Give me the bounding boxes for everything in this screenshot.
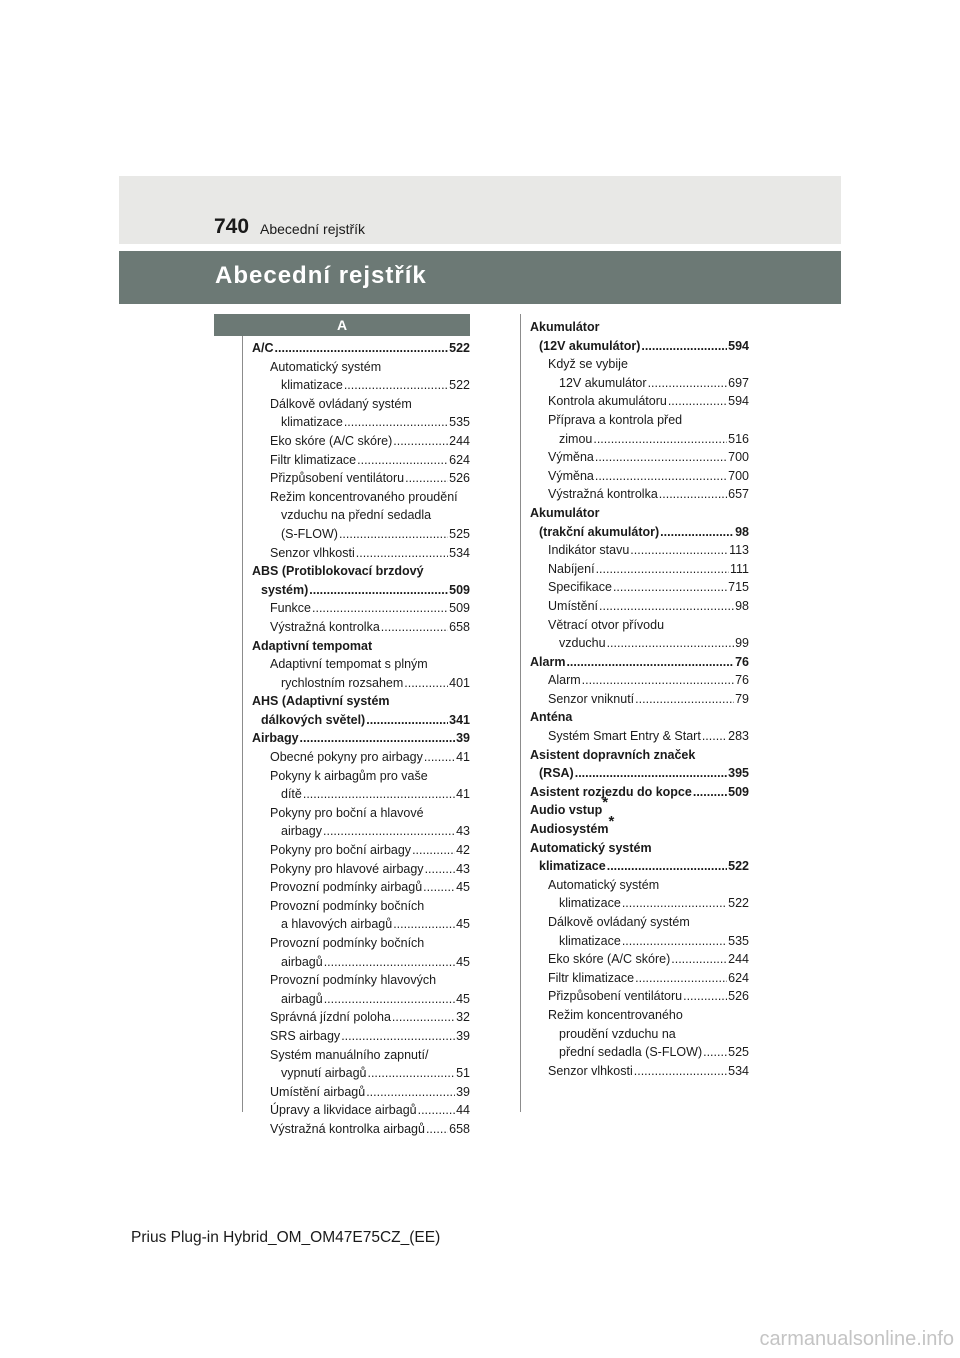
index-term: Provozní podmínky bočních bbox=[270, 936, 425, 950]
page-reference: 522 bbox=[728, 859, 749, 874]
dot-leader bbox=[607, 634, 735, 653]
left-divider bbox=[242, 314, 243, 1112]
index-entry bbox=[530, 355, 749, 392]
dot-leader bbox=[344, 413, 448, 432]
index-term: Výměna bbox=[548, 450, 594, 465]
page-reference: 45 bbox=[456, 991, 470, 1006]
index-term: zimou bbox=[559, 431, 593, 446]
index-entry bbox=[530, 690, 749, 709]
index-term: Pokyny pro boční a hlavové bbox=[270, 805, 424, 820]
index-term: klimatizace bbox=[559, 896, 621, 911]
dot-leader bbox=[300, 729, 456, 748]
index-term: Systém Smart Entry & Start bbox=[548, 729, 701, 744]
footer-manual-id: Prius Plug-in Hybrid_OM_OM47E75CZ_(EE) bbox=[131, 1229, 441, 1246]
dot-leader bbox=[613, 578, 727, 597]
index-term: airbagů bbox=[281, 954, 323, 969]
index-entry bbox=[252, 395, 470, 432]
index-term: ABS (Protiblokovací brzdový bbox=[252, 564, 424, 579]
index-entry bbox=[252, 841, 470, 860]
index-entry bbox=[252, 729, 470, 748]
dot-leader bbox=[356, 544, 448, 563]
dot-leader bbox=[622, 932, 727, 951]
index-term: Senzor vlhkosti bbox=[548, 1063, 633, 1078]
dot-leader bbox=[424, 748, 455, 767]
page-reference: 526 bbox=[728, 989, 749, 1004]
page-reference: 395 bbox=[728, 766, 749, 781]
dot-leader bbox=[357, 451, 448, 470]
page-reference: 700 bbox=[728, 450, 749, 465]
index-entry bbox=[252, 599, 470, 618]
dot-leader bbox=[703, 1043, 727, 1062]
index-entry bbox=[530, 1006, 749, 1062]
section-title: Abecední rejstřík bbox=[215, 262, 427, 289]
page-reference: 113 bbox=[729, 543, 749, 558]
index-term: Audiosystém bbox=[530, 822, 609, 837]
page-reference: 657 bbox=[728, 487, 749, 502]
index-term: Akumulátor bbox=[530, 320, 600, 334]
index-term: A/C bbox=[252, 341, 274, 355]
index-term: Výstražná kontrolka bbox=[270, 619, 380, 634]
page-reference: 526 bbox=[449, 471, 470, 486]
index-term: proudění vzduchu na bbox=[559, 1026, 676, 1041]
index-entry bbox=[530, 950, 749, 969]
page-reference: 522 bbox=[449, 378, 470, 393]
index-entry bbox=[530, 318, 749, 355]
index-term: Umístění airbagů bbox=[270, 1084, 366, 1099]
dot-leader bbox=[693, 783, 727, 802]
index-entry bbox=[252, 655, 470, 692]
page-reference: 525 bbox=[728, 1045, 749, 1060]
dot-leader bbox=[393, 915, 455, 934]
index-term: airbagů bbox=[281, 991, 323, 1006]
dot-leader bbox=[641, 337, 727, 356]
index-entry bbox=[252, 692, 470, 729]
index-entry bbox=[252, 637, 470, 656]
index-term: Úpravy a likvidace airbagů bbox=[270, 1103, 417, 1118]
index-term: Systém manuálního zapnutí/ bbox=[270, 1047, 429, 1062]
index-term: Senzor vlhkosti bbox=[270, 545, 355, 560]
page-reference: 244 bbox=[728, 952, 749, 967]
index-term: Adaptivní tempomat s plným bbox=[270, 657, 428, 672]
dot-leader bbox=[381, 618, 448, 637]
index-term: Provozní podmínky hlavových bbox=[270, 973, 437, 988]
index-term: vzduchu na přední sedadla bbox=[281, 508, 432, 523]
page-reference: 32 bbox=[456, 1010, 470, 1025]
index-entry bbox=[252, 432, 470, 451]
index-term: rychlostním rozsahem bbox=[281, 675, 404, 690]
dot-leader bbox=[275, 339, 449, 358]
dot-leader bbox=[582, 671, 734, 690]
index-entry bbox=[530, 794, 749, 820]
page-reference: 525 bbox=[449, 526, 470, 541]
index-entry bbox=[252, 971, 470, 1008]
page-reference: 41 bbox=[456, 787, 470, 802]
index-term: Režim koncentrovaného bbox=[548, 1007, 683, 1022]
index-term: Alarm bbox=[548, 673, 581, 688]
page-reference: 43 bbox=[456, 861, 470, 876]
index-term: Umístění bbox=[548, 598, 599, 613]
index-entry bbox=[530, 812, 749, 839]
dot-leader bbox=[635, 969, 727, 988]
index-term: (RSA) bbox=[539, 766, 574, 781]
page-reference: 45 bbox=[456, 880, 470, 895]
index-column-left bbox=[252, 339, 470, 1139]
index-term: Funkce bbox=[270, 601, 311, 616]
page-reference: 700 bbox=[728, 468, 749, 483]
index-entry bbox=[530, 913, 749, 950]
page-reference: 535 bbox=[449, 415, 470, 430]
index-entry bbox=[252, 1046, 470, 1083]
dot-leader bbox=[303, 785, 455, 804]
index-entry bbox=[252, 339, 470, 358]
index-term: Provozní podmínky airbagů bbox=[270, 880, 423, 895]
index-term: Eko skóre (A/C skóre) bbox=[548, 952, 671, 967]
index-term: Automatický systém bbox=[530, 840, 652, 855]
index-term: Dálkově ovládaný systém bbox=[270, 396, 412, 411]
page-reference: 535 bbox=[728, 933, 749, 948]
index-term: Senzor vniknutí bbox=[548, 691, 635, 706]
page-reference: 658 bbox=[449, 619, 470, 634]
page-reference: 509 bbox=[449, 582, 470, 597]
index-entry bbox=[530, 560, 749, 579]
index-term: Automatický systém bbox=[270, 359, 382, 374]
dot-leader bbox=[324, 990, 455, 1009]
dot-leader bbox=[309, 581, 448, 600]
index-entry bbox=[530, 746, 749, 783]
page-reference: 41 bbox=[456, 750, 470, 765]
dot-leader bbox=[312, 599, 448, 618]
dot-leader bbox=[702, 727, 727, 746]
index-entry bbox=[530, 727, 749, 746]
page-reference: 594 bbox=[728, 394, 749, 409]
index-term: klimatizace bbox=[281, 378, 343, 393]
index-term: a hlavových airbagů bbox=[281, 917, 393, 932]
index-term: (trakční akumulátor) bbox=[539, 524, 660, 539]
index-entry bbox=[252, 1101, 470, 1120]
page-reference: 111 bbox=[729, 561, 749, 576]
index-term: Kontrola akumulátoru bbox=[548, 394, 667, 409]
index-term: Výměna bbox=[548, 468, 594, 483]
dot-leader bbox=[659, 485, 727, 504]
page-reference: 534 bbox=[449, 545, 470, 560]
index-entry bbox=[530, 541, 749, 560]
page-reference: 98 bbox=[735, 598, 749, 613]
index-entry bbox=[530, 448, 749, 467]
index-term: Režim koncentrovaného proudění bbox=[270, 489, 458, 504]
dot-leader bbox=[648, 374, 728, 393]
index-entry bbox=[252, 748, 470, 767]
index-entry bbox=[252, 618, 470, 637]
index-term: Výstražná kontrolka bbox=[548, 487, 658, 502]
index-entry bbox=[252, 1120, 470, 1139]
index-term: 12V akumulátor bbox=[559, 375, 647, 390]
page-reference: 39 bbox=[456, 1028, 470, 1043]
dot-leader bbox=[622, 894, 727, 913]
dot-leader bbox=[607, 857, 727, 876]
page-reference: 76 bbox=[735, 673, 749, 688]
index-entry bbox=[530, 578, 749, 597]
center-divider bbox=[520, 314, 521, 1112]
index-term: Větrací otvor přívodu bbox=[548, 617, 665, 632]
page-reference: 522 bbox=[728, 896, 749, 911]
index-entry bbox=[530, 653, 749, 672]
index-term: Obecné pokyny pro airbagy bbox=[270, 750, 423, 765]
index-term: Správná jízdní poloha bbox=[270, 1010, 391, 1025]
index-entry bbox=[252, 1083, 470, 1102]
page-reference: 244 bbox=[449, 433, 470, 448]
dot-leader bbox=[367, 1064, 455, 1083]
index-term: Indikátor stavu bbox=[548, 543, 630, 558]
index-entry bbox=[252, 1008, 470, 1027]
index-term: Automatický systém bbox=[548, 877, 660, 892]
index-entry bbox=[530, 504, 749, 541]
index-term: Adaptivní tempomat bbox=[252, 638, 373, 653]
index-term: Pokyny pro boční airbagy bbox=[270, 843, 412, 858]
dot-leader bbox=[683, 987, 727, 1006]
index-term: Příprava a kontrola před bbox=[548, 412, 683, 427]
page-reference: 509 bbox=[728, 784, 749, 799]
index-entry bbox=[252, 358, 470, 395]
page-reference: 624 bbox=[449, 452, 470, 467]
page-reference: 39 bbox=[456, 731, 470, 746]
dot-leader bbox=[339, 525, 448, 544]
index-term: systém) bbox=[261, 582, 309, 597]
page-reference: 79 bbox=[735, 691, 749, 706]
index-entry bbox=[252, 860, 470, 879]
page-reference: 39 bbox=[456, 1084, 470, 1099]
watermark: carmanualsonline.info bbox=[759, 1328, 954, 1350]
index-term: AHS (Adaptivní systém bbox=[252, 694, 390, 709]
page-reference: 341 bbox=[449, 712, 470, 727]
page-reference: 98 bbox=[735, 524, 749, 539]
index-term: klimatizace bbox=[281, 415, 343, 430]
dot-leader bbox=[635, 690, 734, 709]
index-term: Audio vstup bbox=[530, 803, 603, 818]
index-entry bbox=[252, 767, 470, 804]
dot-leader bbox=[404, 674, 448, 693]
dot-leader bbox=[566, 653, 734, 672]
footnote-star: * bbox=[602, 794, 609, 812]
index-term: dítě bbox=[281, 787, 302, 802]
dot-leader bbox=[593, 430, 727, 449]
page-reference: 516 bbox=[728, 431, 749, 446]
dot-leader bbox=[596, 560, 729, 579]
index-term: Akumulátor bbox=[530, 505, 600, 520]
page-reference: 624 bbox=[728, 970, 749, 985]
header-title: Abecední rejstřík bbox=[260, 221, 366, 237]
dot-leader bbox=[660, 523, 734, 542]
index-entry bbox=[530, 392, 749, 411]
index-term: Anténa bbox=[530, 710, 573, 725]
index-entry bbox=[530, 485, 749, 504]
page-reference: 522 bbox=[449, 341, 470, 355]
index-entry bbox=[252, 451, 470, 470]
dot-leader bbox=[405, 469, 448, 488]
index-term: vzduchu bbox=[559, 636, 606, 651]
footnote-star: * bbox=[608, 812, 615, 830]
page-reference: 697 bbox=[728, 375, 749, 390]
index-term: Přizpůsobení ventilátoru bbox=[270, 471, 405, 486]
index-term: Výstražná kontrolka airbagů bbox=[270, 1121, 425, 1136]
index-entry bbox=[530, 969, 749, 988]
dot-leader bbox=[423, 878, 455, 897]
index-term: Nabíjení bbox=[548, 561, 595, 576]
page-reference: 401 bbox=[449, 675, 470, 690]
page-reference: 283 bbox=[728, 729, 749, 744]
page-reference: 99 bbox=[735, 636, 749, 651]
index-entry bbox=[530, 671, 749, 690]
index-term: (S-FLOW) bbox=[281, 526, 338, 541]
index-entry bbox=[530, 708, 749, 727]
index-term: Alarm bbox=[530, 654, 566, 669]
index-entry bbox=[252, 544, 470, 563]
index-entry bbox=[530, 783, 749, 802]
dot-leader bbox=[344, 376, 448, 395]
dot-leader bbox=[671, 950, 727, 969]
dot-leader bbox=[323, 822, 455, 841]
page-reference: 658 bbox=[449, 1121, 470, 1136]
dot-leader bbox=[599, 597, 734, 616]
index-entry bbox=[530, 411, 749, 448]
index-term: SRS airbagy bbox=[270, 1028, 341, 1043]
dot-leader bbox=[341, 1027, 455, 1046]
dot-leader bbox=[324, 953, 455, 972]
index-entry bbox=[252, 1027, 470, 1046]
page-reference: 44 bbox=[456, 1103, 470, 1118]
index-term: (12V akumulátor) bbox=[539, 338, 641, 353]
index-entry bbox=[252, 934, 470, 971]
index-entry bbox=[530, 987, 749, 1006]
page-reference: 509 bbox=[449, 601, 470, 616]
index-term: Asistent rozjezdu do kopce bbox=[530, 784, 692, 799]
page-reference: 43 bbox=[456, 824, 470, 839]
dot-leader bbox=[634, 1062, 727, 1081]
index-entry bbox=[530, 876, 749, 913]
index-term: airbagy bbox=[281, 824, 322, 839]
page-number: 740 bbox=[214, 215, 250, 238]
index-term: Pokyny pro hlavové airbagy bbox=[270, 861, 424, 876]
index-entry bbox=[252, 897, 470, 934]
index-term: Specifikace bbox=[548, 580, 612, 595]
index-entry bbox=[252, 469, 470, 488]
page-reference: 45 bbox=[456, 954, 470, 969]
dot-leader bbox=[412, 841, 455, 860]
dot-leader bbox=[595, 448, 727, 467]
dot-leader bbox=[668, 392, 727, 411]
index-term: Dálkově ovládaný systém bbox=[548, 915, 690, 929]
dot-leader bbox=[366, 711, 448, 730]
index-term: Airbagy bbox=[252, 731, 299, 746]
index-term: Když se vybije bbox=[548, 357, 628, 372]
index-entry bbox=[252, 488, 470, 544]
index-entry bbox=[530, 616, 749, 653]
index-term: Asistent dopravních značek bbox=[530, 747, 696, 762]
index-column-right bbox=[530, 318, 749, 1080]
page-reference: 76 bbox=[735, 654, 749, 669]
page-reference: 594 bbox=[728, 338, 749, 353]
dot-leader bbox=[418, 1101, 455, 1120]
dot-leader bbox=[366, 1083, 455, 1102]
index-entry bbox=[530, 467, 749, 486]
page-reference: 51 bbox=[456, 1066, 470, 1081]
index-entry bbox=[252, 878, 470, 897]
index-term: klimatizace bbox=[539, 859, 606, 874]
dot-leader bbox=[595, 467, 727, 486]
page-reference: 534 bbox=[728, 1063, 749, 1078]
dot-leader bbox=[630, 541, 728, 560]
index-entry bbox=[530, 1062, 749, 1081]
page-reference: 45 bbox=[456, 917, 470, 932]
page-reference: 42 bbox=[456, 843, 470, 858]
index-entry bbox=[530, 839, 749, 876]
dot-leader bbox=[426, 1120, 448, 1139]
index-term: přední sedadla (S-FLOW) bbox=[559, 1045, 703, 1060]
index-term: Přizpůsobení ventilátoru bbox=[548, 989, 683, 1004]
index-term: dálkových světel) bbox=[261, 712, 366, 727]
index-term: Pokyny k airbagům pro vaše bbox=[270, 768, 428, 783]
index-term: Filtr klimatizace bbox=[270, 452, 357, 467]
index-entry bbox=[252, 562, 470, 599]
index-term: klimatizace bbox=[559, 933, 621, 948]
index-entry bbox=[252, 804, 470, 841]
dot-leader bbox=[393, 432, 448, 451]
letter-heading: A bbox=[214, 314, 470, 336]
dot-leader bbox=[392, 1008, 455, 1027]
index-term: Eko skóre (A/C skóre) bbox=[270, 433, 393, 448]
index-term: vypnutí airbagů bbox=[281, 1066, 367, 1081]
dot-leader bbox=[575, 764, 727, 783]
index-entry bbox=[530, 597, 749, 616]
page-reference: 715 bbox=[728, 580, 749, 595]
index-term: Filtr klimatizace bbox=[548, 970, 635, 985]
index-term: Provozní podmínky bočních bbox=[270, 898, 425, 913]
dot-leader bbox=[425, 860, 456, 879]
